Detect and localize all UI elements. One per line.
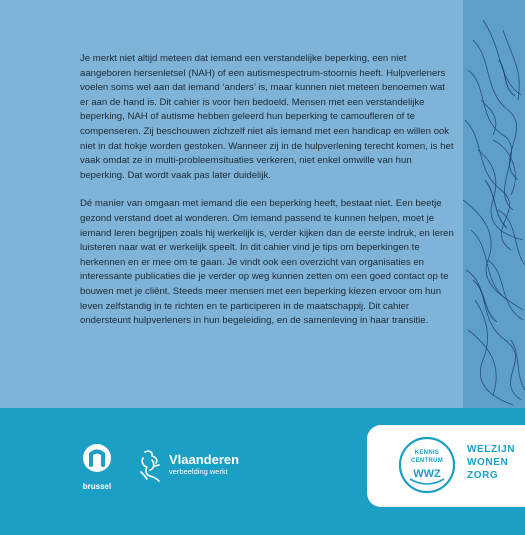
sketch-illustration	[463, 0, 525, 408]
kenniscentrum-mark: WWZ	[413, 468, 441, 480]
approach-paragraph: Dé manier van omgaan met iemand die een beperking heeft, bestaat niet. Een beetje gezond verstand doet al wonderen. Om iemand passend te kunnen helpen, moet je iemand leren begrijpen zoals hij werkelijk is, verder kijken dan de eerste indruk, en leren luisteren naar wat er werkelijk speelt. In dit cahier vind je tips om beperkingen te herkennen en er mee om te gaan. Je vindt ook een overzicht van organisaties en interessante publicaties die je verder op weg kunnen zetten om een goed contact op te bouwen met je cliënt. Steeds meer mensen met een beperking kiezen ervoor om hun leven zelfstandig in te richten en te participeren in de maatschappij. Dit cahier ondersteunt hulpverleners in hun begeleiding, en de samenleving in haar transitie.	[80, 198, 454, 327]
intro-paragraph: Je merkt niet altijd meteen dat iemand een verstandelijke beperking, een niet aangeboren hersenletsel (NAH) of een autismespectrum-stoornis heeft. Hulpverleners voelen soms wel aan dat iemand ‘anders’ is, maar kunnen niet meteen benoemen wat er aan de hand is. Dit cahier is voor hen bedoeld. Mensen met een verstandelijke beperking, NAH of autisme hebben geleerd hun beperking te camoufleren of te compenseren. Zij beschouwen zichzelf niet als iemand met een handicap en willen ook niet in dat hokje worden gestoken. Wanneer zij in de hulpverlening terecht komen, is het vaak omdat ze in multi-probleemsituaties verkeren, niet enkel omwille van hun beperking. Dat wordt vaak pas later duidelijk.	[80, 53, 454, 181]
brussel-logo	[80, 443, 114, 491]
kenniscentrum-ring-icon	[397, 435, 457, 495]
sketch-lines	[463, 0, 525, 408]
kenniscentrum-words	[397, 449, 457, 465]
welzijn-line: WELZIJN	[467, 444, 516, 455]
kenniscentrum-line1: KENNIS	[414, 450, 440, 456]
brussel-mark-icon	[82, 443, 112, 473]
back-cover-text	[80, 52, 454, 343]
kenniscentrum-line2: CENTRUM	[410, 458, 444, 464]
lion-icon	[137, 448, 163, 482]
vlaanderen-name: Vlaanderen	[169, 452, 240, 467]
vlaanderen-logo	[137, 448, 239, 482]
wonen-line: WONEN	[467, 457, 509, 468]
vlaanderen-tagline: verbeelding werkt	[169, 467, 228, 476]
zorg-line: ZORG	[467, 470, 499, 481]
partner-logo-panel	[367, 425, 525, 507]
welzijn-wonen-zorg-wordmark	[467, 443, 515, 482]
brussel-word: brussel	[82, 482, 112, 491]
kenniscentrum-logo	[397, 435, 457, 495]
